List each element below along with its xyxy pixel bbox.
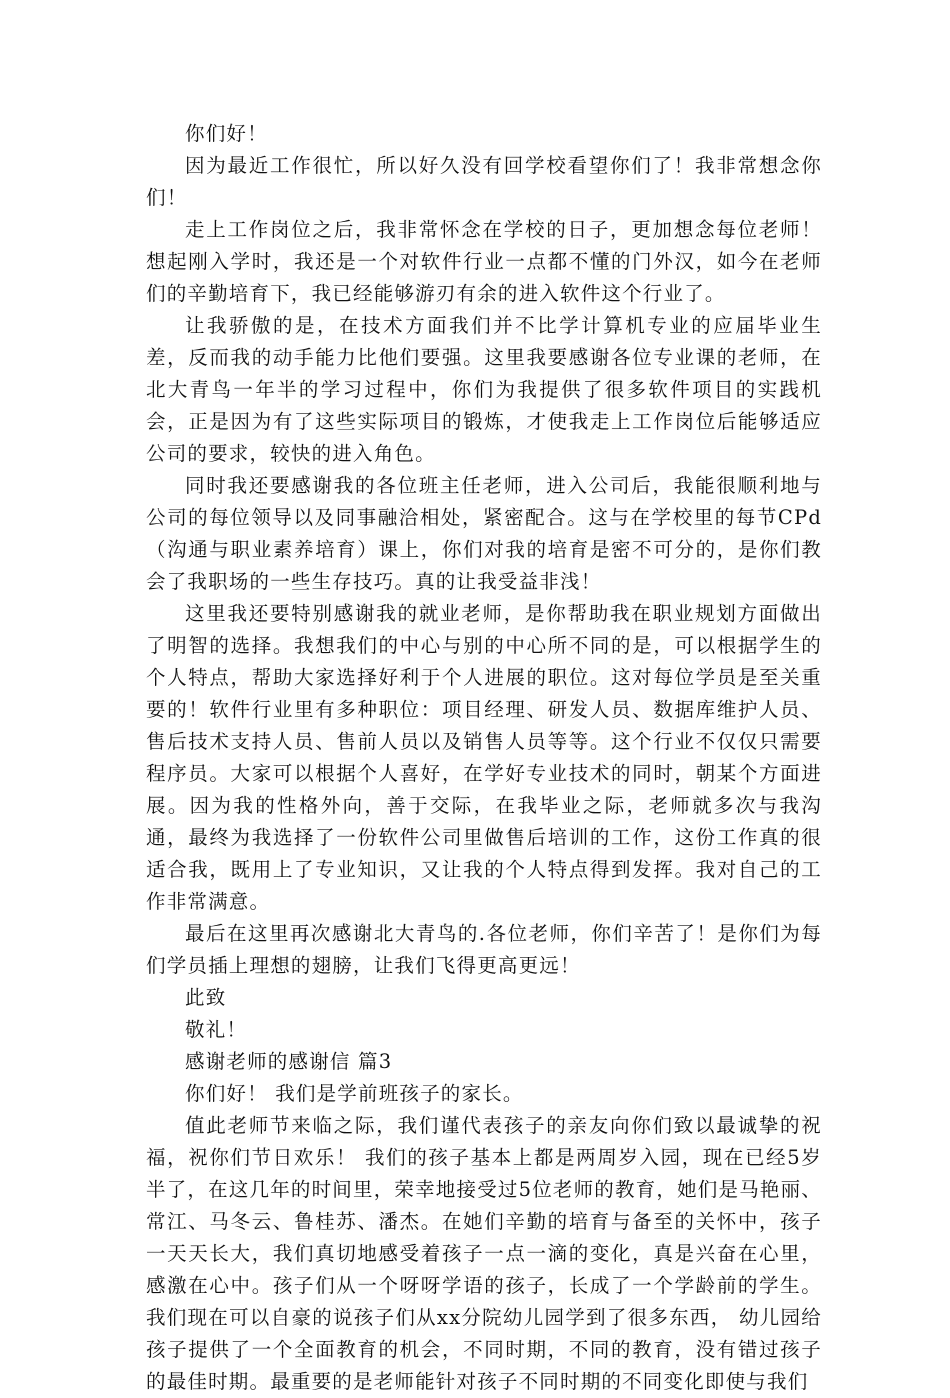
body-paragraph: 最后在这里再次感谢北大青鸟的.各位老师，你们辛苦了！是你们为每们学员插上理想的翅膀，让我们飞得更高更远！ bbox=[146, 922, 822, 977]
body-paragraph: 走上工作岗位之后，我非常怀念在学校的日子，更加想念每位老师！想起刚入学时，我还是一个对软件行业一点都不懂的门外汉，如今在老师们的辛勤培育下，我已经能够游刃有余的进入软件这个行业了。 bbox=[146, 218, 822, 305]
section-heading: 感谢老师的感谢信 篇3 bbox=[185, 1050, 393, 1073]
closing-line: 敬礼！ bbox=[185, 1018, 248, 1041]
greeting-paragraph: 你们好！ bbox=[185, 122, 268, 145]
body-paragraph: 这里我还要特别感谢我的就业老师，是你帮助我在职业规划方面做出了明智的选择。我想我们的中心与别的中心所不同的是，可以根据学生的个人特点，帮助大家选择好利于个人进展的职位。这对每位学员是至关重要的！软件行业里有多种职位：项目经理、研发人员、数据库维护人员、售后技术支持人员、售前人员以及销售人员等等。这个行业不仅仅只需要程序员。大家可以根据个人喜好，在学好专业技术的同时，朝某个方面进展。因为我的性格外向，善于交际，在我毕业之际，老师就多次与我沟通，最终为我选择了一份软件公司里做售后培训的工作，这份工作真的很适合我，既用上了专业知识，又让我的个人特点得到发挥。我对自己的工作非常满意。 bbox=[146, 602, 822, 913]
body-paragraph: 让我骄傲的是，在技术方面我们并不比学计算机专业的应届毕业生差，反而我的动手能力比他们要强。这里我要感谢各位专业课的老师，在北大青鸟一年半的学习过程中，你们为我提供了很多软件项目的实践机会，正是因为有了这些实际项目的锻炼，才使我走上工作岗位后能够适应公司的要求，较快的进入角色。 bbox=[146, 314, 822, 465]
body-paragraph: 值此老师节来临之际，我们谨代表孩子的亲友向你们致以最诚挚的祝福，祝你们节日欢乐！ 我们的孩子基本上都是两周岁入园，现在已经5岁半了，在这几年的时间里，荣幸地接受过5位老师的教育，她们是马艳丽、常江、马冬云、鲁桂苏、潘杰。在她们辛勤的培育与备至的关怀中，孩子一天天长大，我们真切地感受着孩子一点一滴的变化，真是兴奋在心里，感激在心中。孩子们从一个呀呀学语的孩子，长成了一个学龄前的学生。我们现在可以自豪的说孩子们从xx分院幼儿园学到了很多东西， 幼儿园给孩子提供了一个全面教育的机会，不同时期，不同的教育，没有错过孩子的最佳时期。最重要的是老师能针对孩子不同时期的不同变化即使与我们 bbox=[146, 1114, 823, 1393]
greeting-paragraph: 你们好！ 我们是学前班孩子的家长。 bbox=[185, 1082, 524, 1105]
body-paragraph: 同时我还要感谢我的各位班主任老师，进入公司后，我能很顺利地与公司的每位领导以及同事融洽相处，紧密配合。这与在学校里的每节CPd（沟通与职业素养培育）课上，你们对我的培育是密不可分的，是你们教会了我职场的一些生存技巧。真的让我受益非浅！ bbox=[146, 474, 822, 593]
body-paragraph: 因为最近工作很忙，所以好久没有回学校看望你们了！我非常想念你们！ bbox=[146, 154, 822, 209]
document-page bbox=[146, 118, 822, 1398]
closing-line: 此致 bbox=[185, 986, 227, 1009]
